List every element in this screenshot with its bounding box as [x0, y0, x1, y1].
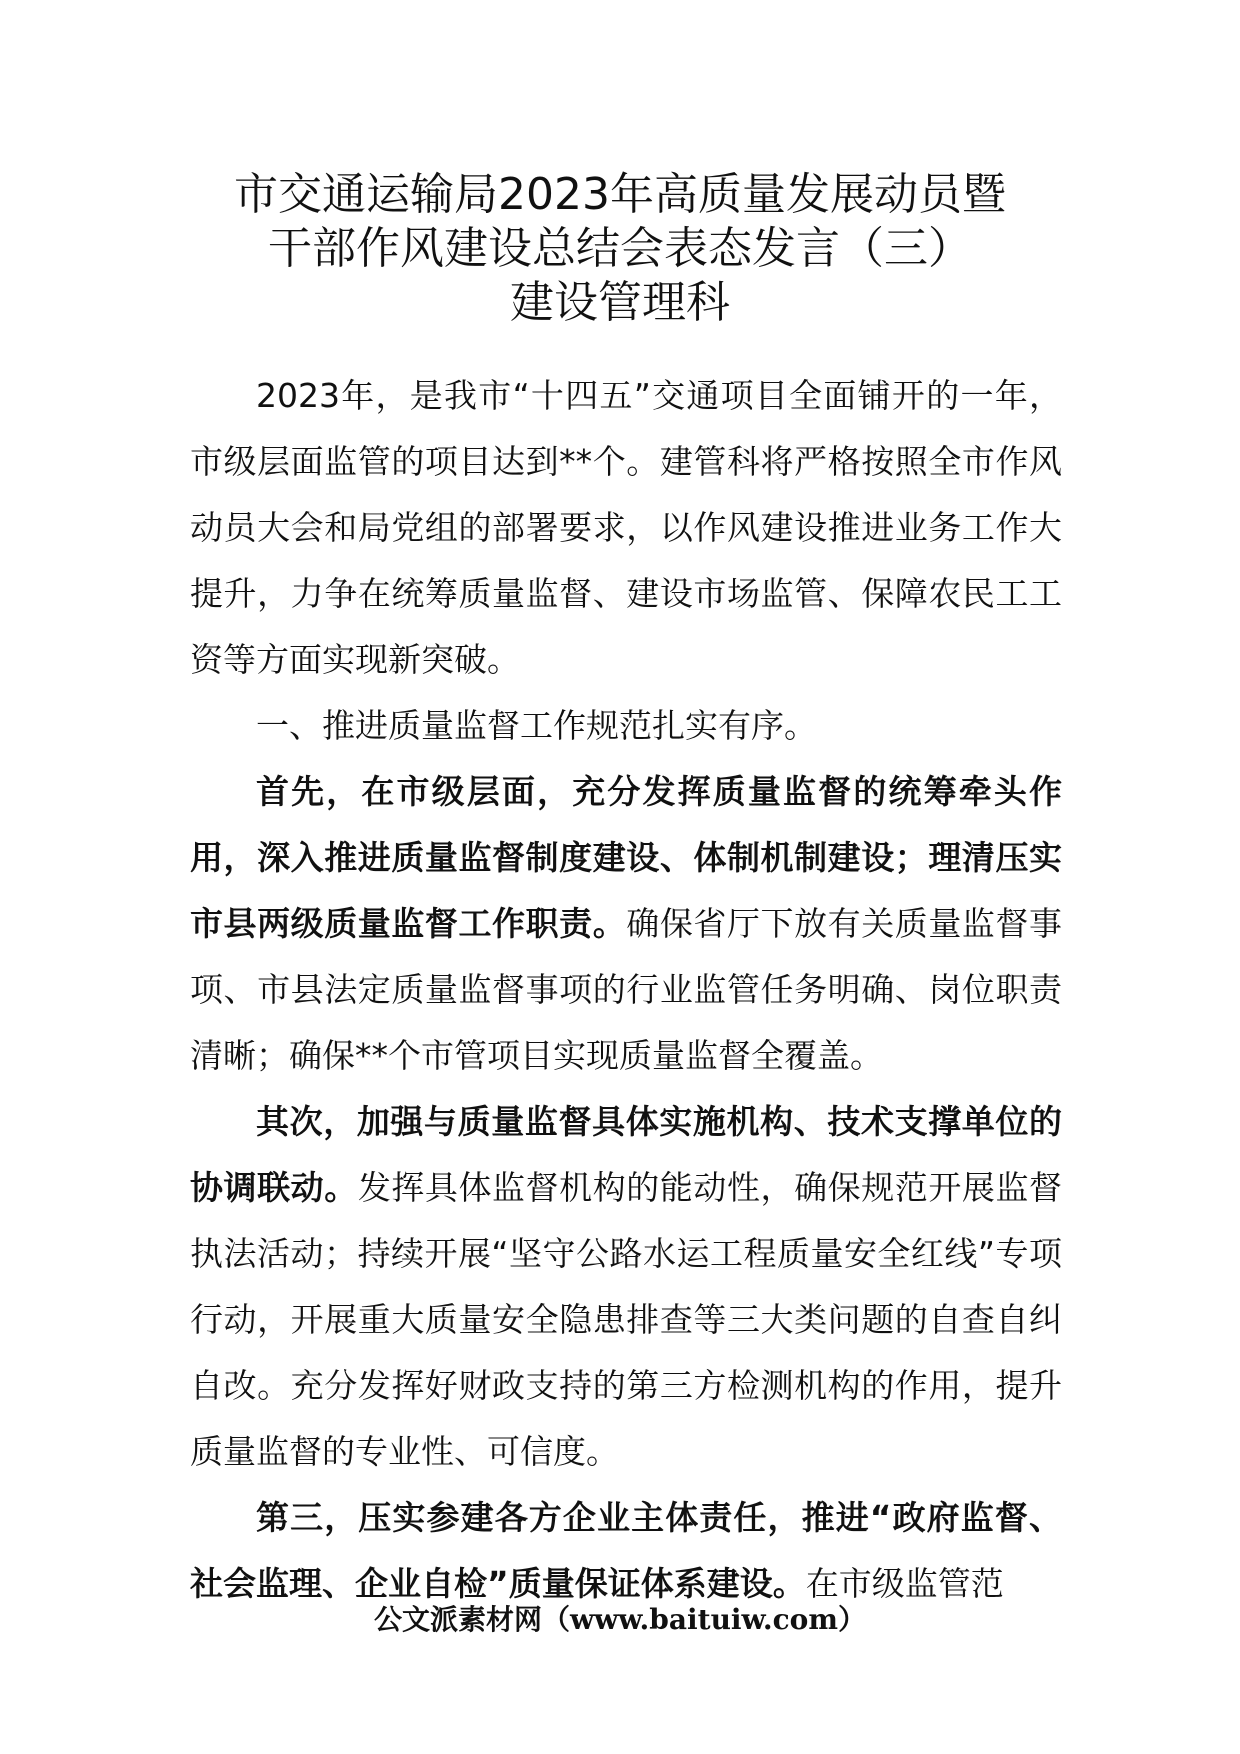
paragraph-third-point — [190, 1485, 1062, 1617]
paragraph-text: 发挥具体监督机构的能动性，确保规范开展监督执法活动；持续开展“坚守公路水运工程质量安全红线”专项行动，开展重大质量安全隐患排查等三大类问题的自查自纠自改。充分发挥好财政支持的第三方检测机构的作用，提升质量监督的专业性、可信度。 — [190, 1168, 1063, 1471]
section-heading-text: 一、推进质量监督工作规范扎实有序。 — [256, 706, 817, 745]
document-subtitle: 建设管理科 — [510, 277, 730, 328]
paragraph-text: 确保省厅下放有关质量监督事项、市县法定质量监督事项的行业监管任务明确、岗位职责清晰；确保**个市管项目实现质量监督全覆盖。 — [190, 904, 1063, 1075]
paragraph-intro — [190, 363, 1062, 693]
paragraph-first-point — [190, 759, 1062, 1089]
paragraph-section-heading — [190, 693, 1062, 759]
bold-lead-text: 其次，加强与质量监督具体实施机构、技术支撑单位的协调联动。 — [190, 1102, 1062, 1207]
bold-lead-text: 第三，压实参建各方企业主体责任，推进“政府监督、社会监理、企业自检”质量保证体系建设。 — [190, 1498, 1062, 1603]
paragraph-text: 在市级监管范 — [805, 1564, 1004, 1603]
document-title-line-2: 干部作风建设总结会表态发言（三） — [268, 223, 972, 274]
document-body — [190, 363, 1062, 1617]
bold-lead-text: 首先，在市级层面，充分发挥质量监督的统筹牵头作用，深入推进质量监督制度建设、体制机制建设；理清压实市县两级质量监督工作职责。 — [190, 772, 1062, 943]
paragraph-second-point — [190, 1089, 1062, 1485]
title-block — [150, 168, 1090, 330]
footer-watermark: 公文派素材网（www.baituiw.com） — [374, 1603, 866, 1636]
document-title-line-1: 市交通运输局2023年高质量发展动员暨 — [234, 169, 1006, 220]
paragraph-text: 2023年，是我市“十四五”交通项目全面铺开的一年，市级层面监管的项目达到**个。建管科将严格按照全市作风动员大会和局党组的部署要求，以作风建设推进业务工作大提升，力争在统筹质量监督、建设市场监管、保障农民工工资等方面实现新突破。 — [190, 376, 1062, 679]
